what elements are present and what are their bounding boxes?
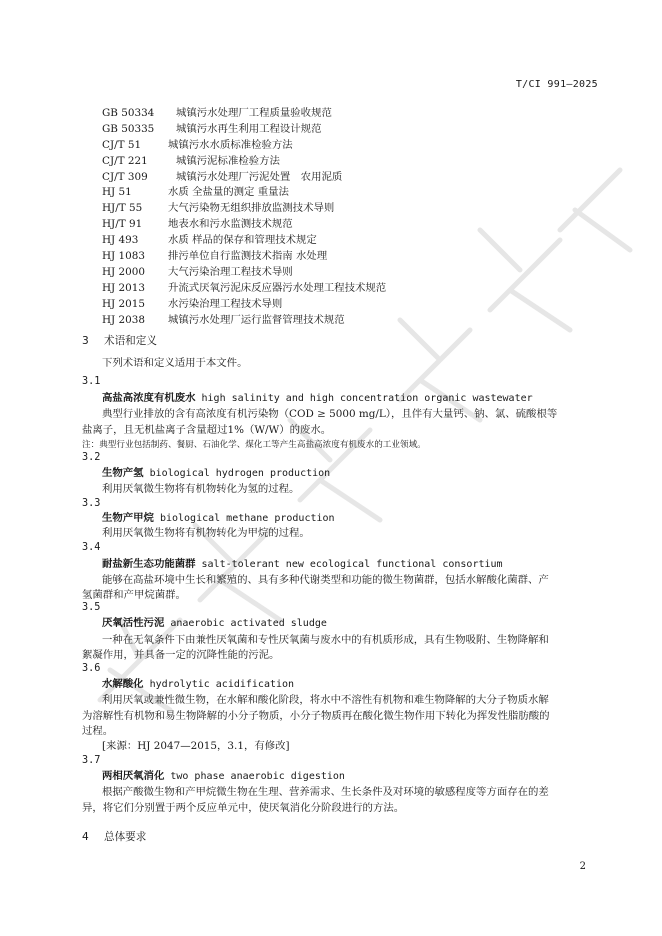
term-definition: 利用厌氧微生物将有机物转化为氢的过程。	[102, 483, 300, 495]
list-item	[102, 313, 386, 329]
term-definition: 能够在高盐环境中生长和繁殖的、具有多种代谢类型和功能的微生物菌群，包括水解酸化菌群、产	[102, 574, 549, 586]
reference-code: HJ/T 55	[102, 202, 143, 215]
term-definition: 絮凝作用，并具备一定的沉降性能的污泥。	[82, 649, 280, 661]
section-number: 3	[82, 335, 89, 347]
term-number: 3.6	[82, 663, 101, 674]
term-source: [来源：HJ 2047—2015，3.1，有修改]	[102, 740, 290, 752]
term-name-en: hydrolytic acidification	[149, 679, 295, 690]
section-number: 4	[82, 831, 89, 843]
term-name-en: salt-tolerant new ecological functional consortium	[201, 559, 503, 570]
section-heading	[82, 333, 157, 348]
term-title	[102, 616, 327, 631]
term-definition: 利用厌氧或兼性微生物，在水解和酸化阶段，将水中不溶性有机物和难生物降解的大分子物质水解	[102, 694, 549, 706]
term-name-en: biological hydrogen production	[149, 468, 331, 479]
term-definition: 盐离子，且无机盐离子含量超过1%（W/W）的废水。	[82, 424, 332, 436]
term-number: 3.4	[82, 542, 101, 553]
reference-title: 地表水和污水监测技术规范	[168, 218, 293, 231]
term-title	[102, 557, 503, 572]
term-name-cn: 厌氧活性污泥	[102, 617, 165, 629]
reference-title: 大气污染物无组织排放监测技术导则	[168, 202, 335, 215]
section-title: 术语和定义	[104, 335, 157, 347]
reference-title: 城镇污水水质标准检验方法	[168, 138, 293, 151]
section-heading	[82, 829, 146, 844]
list-item	[102, 185, 386, 201]
term-note: 注：典型行业包括制药、餐厨、石油化学、煤化工等产生高盐高浓度有机废水的工业领域。	[82, 440, 426, 450]
reference-code: CJ/T 221	[102, 154, 148, 167]
list-item	[102, 217, 386, 233]
term-number: 3.2	[82, 452, 101, 463]
page-number: 2	[579, 861, 586, 872]
term-number: 3.1	[82, 376, 101, 387]
term-definition: 一种在无氧条件下由兼性厌氧菌和专性厌氧菌与废水中的有机质形成，具有生物吸附、生物降解和	[102, 634, 549, 646]
reference-code: HJ 1083	[102, 250, 145, 263]
reference-code: GB 50334	[102, 107, 155, 119]
document-code: T/CI 991—2025	[515, 79, 598, 90]
term-title	[102, 769, 345, 784]
list-item	[102, 297, 386, 313]
list-item	[102, 281, 386, 297]
section-intro: 下列术语和定义适用于本文件。	[102, 357, 248, 369]
term-name-cn: 水解酸化	[102, 678, 144, 690]
term-title	[102, 677, 294, 692]
reference-title: 大气污染治理工程技术导则	[168, 265, 293, 278]
term-name-cn: 高盐高浓度有机废水	[102, 392, 196, 404]
reference-title: 城镇污水处理厂工程质量验收规范	[176, 107, 332, 119]
term-number: 3.5	[82, 602, 101, 613]
term-name-cn: 生物产甲烷	[102, 512, 154, 524]
term-name-en: high salinity and high concentration organic wastewater	[201, 393, 533, 404]
reference-code: HJ 2000	[102, 265, 145, 278]
term-name-cn: 耐盐新生态功能菌群	[102, 558, 196, 570]
list-item	[102, 233, 386, 249]
term-definition: 氢菌群和产甲烷菌群。	[82, 589, 186, 601]
reference-title: 升流式厌氧污泥床反应器污水处理工程技术规范	[168, 281, 387, 294]
reference-title: 水质 样品的保存和管理技术规定	[168, 234, 317, 247]
list-item	[102, 122, 386, 138]
reference-list	[102, 106, 386, 328]
term-definition: 根据产酸微生物和产甲烷微生物在生理、营养需求、生长条件及对环境的敏感程度等方面存在的差	[102, 786, 549, 798]
reference-code: HJ/T 91	[102, 218, 143, 231]
reference-title: 排污单位自行监测技术指南 水处理	[168, 250, 328, 263]
list-item	[102, 170, 386, 186]
term-name-en: anaerobic activated sludge	[170, 618, 327, 629]
list-item	[102, 154, 386, 170]
term-name-cn: 两相厌氧消化	[102, 770, 165, 782]
term-definition: 过程。	[82, 725, 114, 737]
reference-code: HJ 493	[102, 234, 139, 247]
term-definition: 利用厌氧微生物将有机物转化为甲烷的过程。	[102, 527, 310, 539]
reference-title: 水质 全盐量的测定 重量法	[168, 186, 289, 199]
reference-title: 城镇污水再生利用工程设计规范	[176, 122, 322, 135]
term-number: 3.3	[82, 498, 101, 509]
term-definition: 为溶解性有机物和易生物降解的小分子物质，小分子物质再在酸化微生物作用下转化为挥发性脂肪酸的	[82, 710, 550, 722]
reference-code: HJ 2038	[102, 313, 145, 326]
reference-title: 城镇污泥标准检验方法	[176, 154, 280, 167]
term-definition: 异，将它们分别置于两个反应单元中，使厌氧消化分阶段进行的方法。	[82, 802, 405, 814]
term-title	[102, 511, 335, 526]
reference-title: 水污染治理工程技术导则	[168, 297, 283, 310]
list-item	[102, 265, 386, 281]
reference-title: 城镇污水处理厂污泥处置 农用泥质	[176, 170, 343, 183]
list-item	[102, 201, 386, 217]
term-title	[102, 466, 330, 481]
reference-code: CJ/T 309	[102, 170, 148, 183]
list-item	[102, 249, 386, 265]
reference-code: HJ 2013	[102, 281, 145, 294]
list-item	[102, 138, 386, 154]
term-definition: 典型行业排放的含有高浓度有机污染物（COD ≥ 5000 mg/L），且伴有大量钙、钠、氯、硫酸根等	[102, 408, 558, 420]
reference-code: GB 50335	[102, 122, 155, 135]
reference-code: CJ/T 51	[102, 138, 142, 151]
term-title	[102, 391, 533, 406]
section-title: 总体要求	[104, 831, 147, 843]
reference-code: HJ 2015	[102, 297, 145, 310]
reference-code: HJ 51	[102, 186, 132, 199]
term-name-en: biological methane production	[159, 513, 335, 524]
reference-title: 城镇污水处理厂运行监督管理技术规范	[168, 313, 345, 326]
term-name-cn: 生物产氢	[102, 467, 144, 479]
term-name-en: two phase anaerobic digestion	[170, 771, 345, 782]
list-item	[102, 106, 386, 122]
term-number: 3.7	[82, 755, 101, 766]
